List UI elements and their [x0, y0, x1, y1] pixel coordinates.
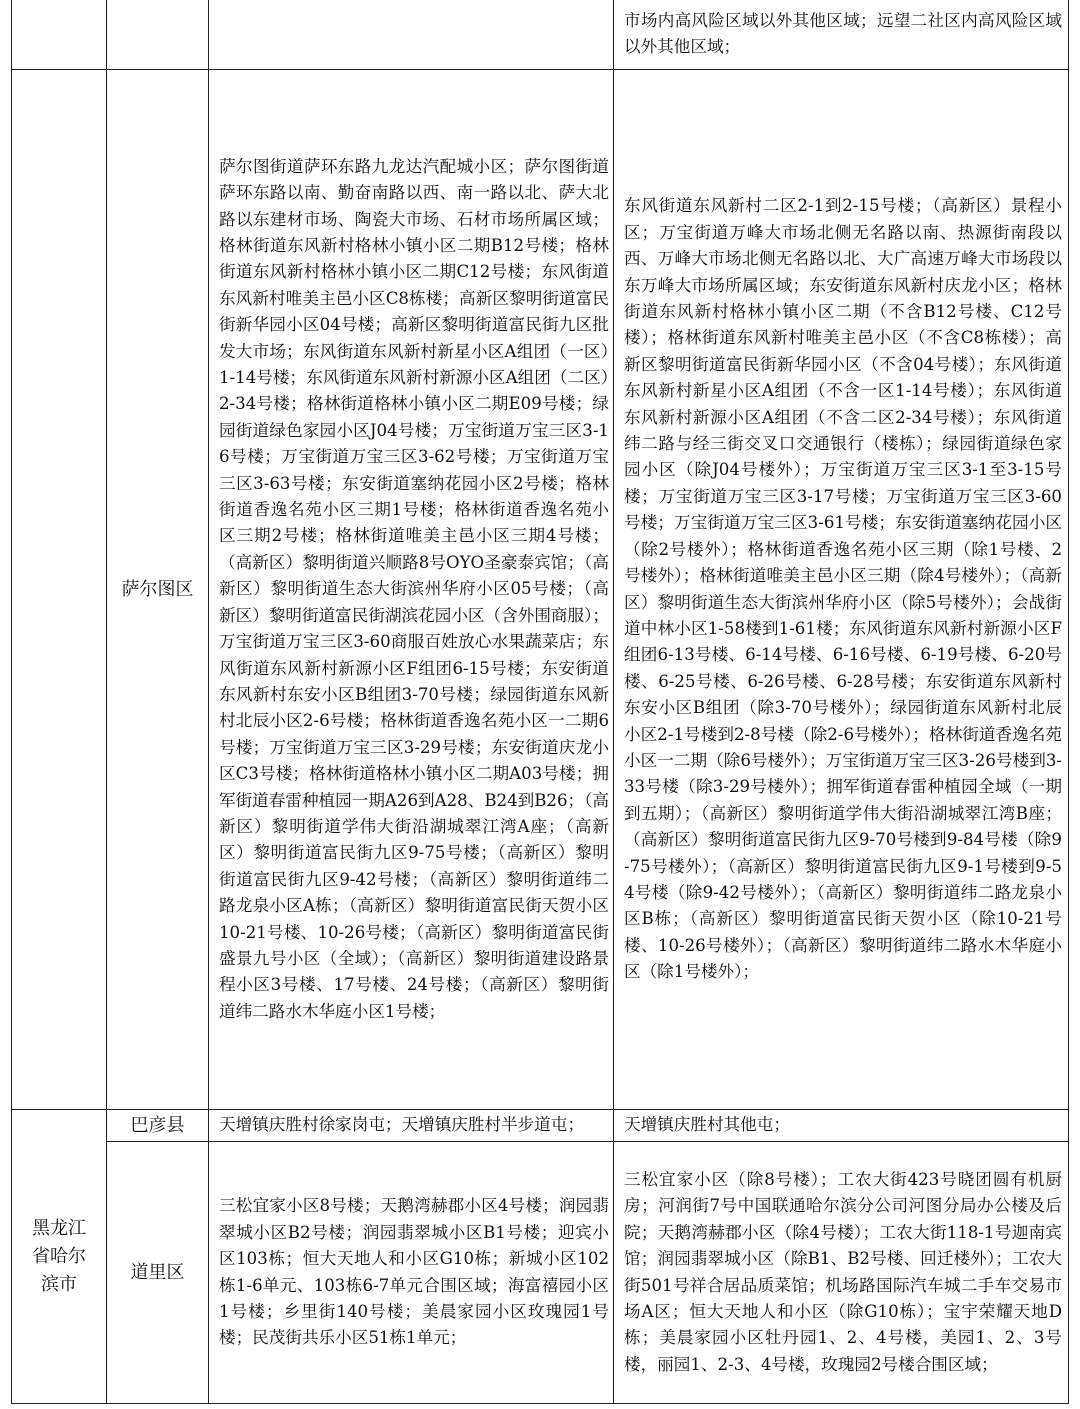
- district-cell: [107, 0, 209, 70]
- high-risk-cell: [209, 1142, 614, 1404]
- risk-area-table: [11, 0, 1069, 1404]
- district-cell: 巴彦县: [107, 1110, 209, 1142]
- table-row: [12, 70, 1069, 1110]
- city-cell: [12, 1110, 107, 1404]
- medium-risk-cell: [614, 1142, 1069, 1404]
- medium-risk-text: 三松宜家小区（除8号楼）；工农大街423号晓团圆有机厨房；河润街7号中国联通哈尔滨分公司河图分局办公楼及后院；天鹅湾赫郡小区（除4号楼）；工农大街118-1号迦南宾馆；润园翡翠城小区（除B1、B2号楼、回迁楼外）；工农大街501号祥合居品质菜馆；机场路国际汽车城二手车交易市场A区；恒大天地人和小区（除G10栋）；宝宇荣耀天地D栋；美晨家园小区牡丹园1、2、4号楼，美园1、2、3号楼，丽园1、2-3、4号楼，玫瑰园2号楼合围区域；: [624, 1169, 1062, 1374]
- high-risk-text: 萨尔图街道萨环东路九龙达汽配城小区；萨尔图街道萨环东路以南、勤奋南路以西、南一路以北、萨大北路以东建材市场、陶瓷大市场、石材市场所属区域；格林街道东风新村格林小镇小区二期B12号楼；格林街道东风新村格林小镇小区二期C12号楼；东风街道东风新村唯美主邑小区C8栋楼；高新区黎明街道富民街新华园小区04号楼；高新区黎明街道富民街九区批发大市场；东风街道东风新村新星小区A组团（一区）1-14号楼；东风街道东风新村新源小区A组团（二区）2-34号楼；格林街道格林小镇小区二期E09号楼；绿园街道绿色家园小区J04号楼；万宝街道万宝三区3-16号楼；万宝街道万宝三区3-62号楼；万宝街道万宝三区3-63号楼；东安街道塞纳花园小区2号楼；格林街道香逸名苑小区三期1号楼；格林街道香逸名苑小区三期2号楼；格林街道唯美主邑小区三期4号楼；（高新区）黎明街道兴顺路8号OYO圣豪泰宾馆；（高新区）黎明街道生态大街滨州华府小区05号楼；（高新区）黎明街道富民街湖滨花园小区（含外围商服）；万宝街道万宝三区3-60商服百姓放心水果蔬菜店；东风街道东风新村新源小区F组团6-15号楼；东安街道东风新村东安小区B组团3-70号楼；绿园街道东风新村北辰小区2-6号楼；格林街道香逸名苑小区一二期6号楼；万宝街道万宝三区3-29号楼；东安街道庆龙小区C3号楼；格林街道格林小镇小区二期A03号楼；拥军街道春雷种植园一期A26到A28、B24到B26；（高新区）黎明街道学伟大街沿湖城翠江湾A座；（高新区）黎明街道富民街九区9-75号楼；（高新区）黎明街道富民街九区9-42号楼；（高新区）黎明街道纬二路龙泉小区A栋；（高新区）黎明街道富民街天贺小区10-21号楼、10-26号楼；（高新区）黎明街道富民街盛景九号小区（全域）；（高新区）黎明街道建设路景程小区3号楼、17号楼、24号楼；（高新区）黎明街道纬二路水木华庭小区1号楼；: [219, 156, 610, 1021]
- city-label: 黑龙江省哈尔滨市: [32, 1217, 86, 1295]
- table-row: [12, 0, 1069, 70]
- table-row: [12, 1142, 1069, 1404]
- district-cell: 道里区: [107, 1142, 209, 1404]
- high-risk-cell: [209, 1110, 614, 1142]
- medium-risk-cell: [614, 1110, 1069, 1142]
- table-row: [12, 1110, 1069, 1142]
- high-risk-text: 三松宜家小区8号楼；天鹅湾赫郡小区4号楼；润园翡翠城小区B2号楼；润园翡翠城小区B1号楼；迎宾小区103栋；恒大天地人和小区G10栋；新城小区102栋1-6单元、103栋6-7单元合围区域；海富禧园小区1号楼；乡里街140号楼；美晨家园小区玫瑰园1号楼；民茂街共乐小区51栋1单元；: [219, 1196, 609, 1348]
- city-cell: [12, 70, 107, 1110]
- medium-risk-cell: [614, 70, 1069, 1110]
- medium-risk-text: 市场内高风险区域以外其他区域；远望二社区内高风险区域以外其他区域；: [624, 10, 1062, 56]
- high-risk-cell: [209, 70, 614, 1110]
- medium-risk-text: 天增镇庆胜村其他屯；: [624, 1115, 790, 1135]
- district-cell: 萨尔图区: [107, 70, 209, 1110]
- medium-risk-text: 东风街道东风新村二区2-1到2-15号楼；（高新区）景程小区；万宝街道万峰大市场北侧无名路以南、热源街南段以西、万峰大市场北侧无名路以北、大广高速万峰大市场段以东万峰大市场所属区域；东安街道东风新村庆龙小区；格林街道东风新村格林小镇小区二期（不含B12号楼、C12号楼）；格林街道东风新村唯美主邑小区（不含C8栋楼）；高新区黎明街道富民街新华园小区（不含04号楼）；东风街道东风新村新星小区A组团（不含一区1-14号楼）；东风街道东风新村新源小区A组团（不含二区2-34号楼）；东风街道纬二路与经三街交叉口交通银行（楼栋）；绿园街道绿色家园小区（除J04号楼外）；万宝街道万宝三区3-1至3-15号楼；万宝街道万宝三区3-17号楼；万宝街道万宝三区3-60号楼；万宝街道万宝三区3-61号楼；东安街道塞纳花园小区（除2号楼外）；格林街道香逸名苑小区三期（除1号楼、2号楼外）；格林街道唯美主邑小区三期（除4号楼外）；（高新区）黎明街道生态大街滨州华府小区（除5号楼外）；会战街道中林小区1-58楼到1-61楼；东风街道东风新村新源小区F组团6-13号楼、6-14号楼、6-16号楼、6-19号楼、6-20号楼、6-25号楼、6-26号楼、6-28号楼；东安街道东风新村东安小区B组团（除3-70号楼外）；绿园街道东风新村北辰小区2-1号楼到2-8号楼（除2-6号楼外）；格林街道香逸名苑小区一二期（除6号楼外）；万宝街道万宝三区3-26号楼到3-33号楼（除3-29号楼外）；拥军街道春雷种植园全域（一期到五期）；（高新区）黎明街道学伟大街沿湖城翠江湾B座；（高新区）黎明街道富民街九区9-70号楼到9-84号楼（除9-75号楼外）；（高新区）黎明街道富民街九区9-1号楼到9-54号楼（除9-42号楼外）；（高新区）黎明街道纬二路龙泉小区B栋；（高新区）黎明街道富民街天贺小区（除10-21号楼、10-26号楼外）；（高新区）黎明街道纬二路水木华庭小区（除1号楼外）；: [624, 196, 1062, 982]
- high-risk-cell: [209, 0, 614, 70]
- medium-risk-cell: [614, 0, 1069, 70]
- high-risk-text: 天增镇庆胜村徐家岗屯；天增镇庆胜村半步道屯；: [219, 1115, 585, 1135]
- city-cell: [12, 0, 107, 70]
